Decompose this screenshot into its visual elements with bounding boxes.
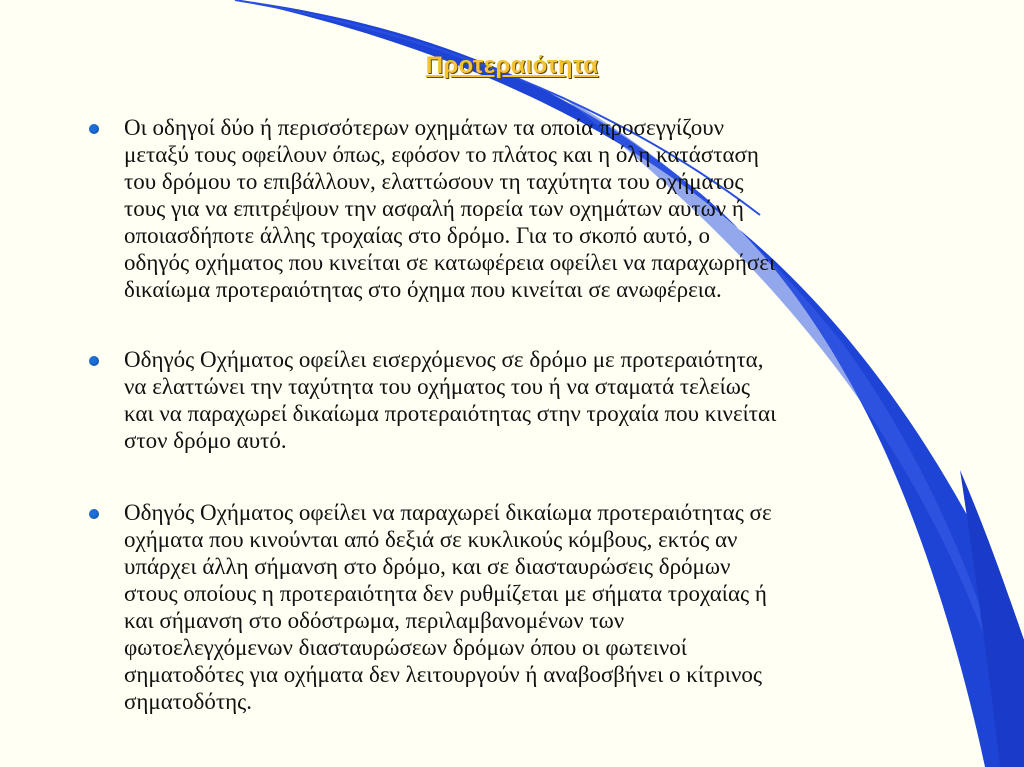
bullet-dot-icon — [89, 509, 99, 519]
bullet-text: Οδηγός Οχήματος οφείλει εισερχόμενος σε δρόμο με προτεραιότητα, να ελαττώνει την ταχύτητα του οχήματος του ή να σταματά τελείως και να παραχωρεί δικαίωμα προτεραιότητας στην τροχαία που κινείται στον δρόμο αυτό. — [124, 347, 777, 453]
bullet-item-1 — [124, 114, 944, 303]
bullet-item-3 — [124, 499, 944, 715]
slide-title: Προτεραιότητα — [425, 52, 599, 79]
bullet-item-2 — [124, 346, 944, 454]
bullet-text: Οι οδηγοί δύο ή περισσότερων οχημάτων τα οποία προσεγγίζουν μεταξύ τους οφείλουν όπως, εφόσον το πλάτος και η όλη κατάσταση του δρόμου το επιβάλλουν, ελαττώσουν τη ταχύτητα του οχήματος τους για να επιτρέψουν την ασφαλή πορεία των οχημάτων αυτών ή οποιασδήποτε άλλης τροχαίας στο δρόμο. Για το σκοπό αυτό, ο οδηγός οχήματος που κινείται σε κατωφέρεια οφείλει να παραχωρήσει δικαίωμα προτεραιότητας στο όχημα που κινείται σε ανωφέρεια. — [124, 115, 776, 302]
bullet-dot-icon — [89, 356, 99, 366]
bullet-dot-icon — [89, 124, 99, 134]
bullet-text: Οδηγός Οχήματος οφείλει να παραχωρεί δικαίωμα προτεραιότητας σε οχήματα που κινούνται από δεξιά σε κυκλικούς κόμβους, εκτός αν υπάρχει άλλη σήμανση στο δρόμο, και σε διασταυρώσεις δρόμων στους οποίους η προτεραιότητα δεν ρυθμίζεται με σήματα τροχαίας ή και σήμανση στο οδόστρωμα, περιλαμβανομένων των φωτοελεγχόμενων διασταυρώσεων δρόμων όπου οι φωτεινοί σηματοδότες για οχήματα δεν λειτουργούν ή αναβοσβήνει ο κίτρινος σηματοδότης. — [124, 500, 772, 714]
